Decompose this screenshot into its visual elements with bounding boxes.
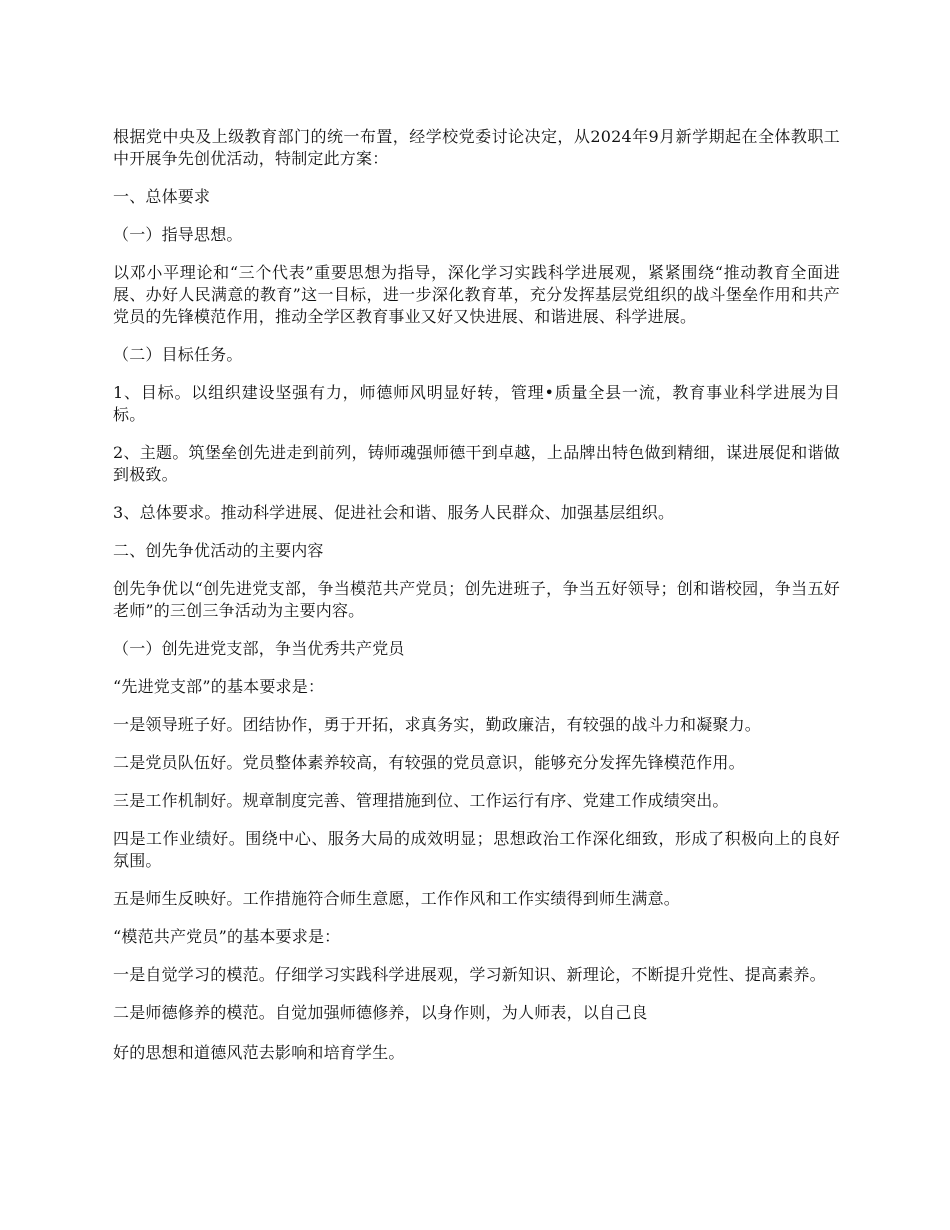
document-body — [113, 126, 840, 1080]
section-heading-general-requirements: 一、总体要求 — [113, 187, 211, 206]
model-item-ethics: 二是师德修养的模范。自觉加强师德修养，以身作则，为人师表，以自己良 — [113, 1003, 648, 1022]
requirement-item-feedback: 五是师生反映好。工作措施符合师生意愿，工作作风和工作实绩得到师生满意。 — [113, 889, 681, 908]
requirement-item-performance: 四是工作业绩好。围绕中心、服务大局的成效明显；思想政治工作深化细致，形成了积极向上的良好氛围。 — [113, 829, 840, 870]
requirement-item-leadership: 一是领导班子好。团结协作，勇于开拓，求真务实，勤政廉洁，有较强的战斗力和凝聚力。 — [113, 715, 762, 734]
advanced-branch-requirements-label: “先进党支部”的基本要求是： — [113, 677, 325, 696]
intro-paragraph: 根据党中央及上级教育部门的统一布置，经学校党委讨论决定，从2024年9月新学期起在全体教职工中开展争先创优活动，特制定此方案： — [113, 127, 840, 168]
overall-requirement-paragraph: 3、总体要求。推动科学进展、促进社会和谐、服务人民群众、加强基层组织。 — [113, 503, 675, 522]
subsection-heading-guiding-ideology: （一）指导思想。 — [113, 225, 243, 244]
subsection-heading-advanced-branch: （一）创先进党支部，争当优秀共产党员 — [113, 639, 405, 658]
guiding-ideology-paragraph: 以邓小平理论和“三个代表”重要思想为指导，深化学习实践科学进展观，紧紧围绕“推动教育全面进展、办好人民满意的教育”这一目标，进一步深化教育革，充分发挥基层党组织的战斗堡垒作用和共产党员的先锋模范作用，推动全学区教育事业又好又快进展、和谐进展、科学进展。 — [113, 263, 840, 326]
subsection-heading-goals-tasks: （二）目标任务。 — [113, 345, 243, 364]
theme-paragraph: 2、主题。筑堡垒创先进走到前列，铸师魂强师德干到卓越，上品牌出特色做到精细，谋进展促和谐做到极致。 — [113, 443, 840, 484]
requirement-item-members: 二是党员队伍好。党员整体素养较高，有较强的党员意识，能够充分发挥先锋模范作用。 — [113, 753, 745, 772]
requirement-item-mechanism: 三是工作机制好。规章制度完善、管理措施到位、工作运行有序、党建工作成绩突出。 — [113, 791, 729, 810]
section-heading-main-content: 二、创先争优活动的主要内容 — [113, 541, 324, 560]
model-item-learning: 一是自觉学习的模范。仔细学习实践科学进展观，学习新知识、新理论，不断提升党性、提高素养。 — [113, 965, 826, 984]
goal-paragraph: 1、目标。以组织建设坚强有力，师德师风明显好转，管理•质量全县一流，教育事业科学进展为目标。 — [113, 383, 840, 424]
main-content-paragraph: 创先争优以“创先进党支部，争当模范共产党员；创先进班子，争当五好领导；创和谐校园，争当五好老师”的三创三争活动为主要内容。 — [113, 579, 840, 620]
model-member-requirements-label: “模范共产党员”的基本要求是： — [113, 927, 341, 946]
model-item-ethics-continued: 好的思想和道德风范去影响和培育学生。 — [113, 1043, 405, 1062]
